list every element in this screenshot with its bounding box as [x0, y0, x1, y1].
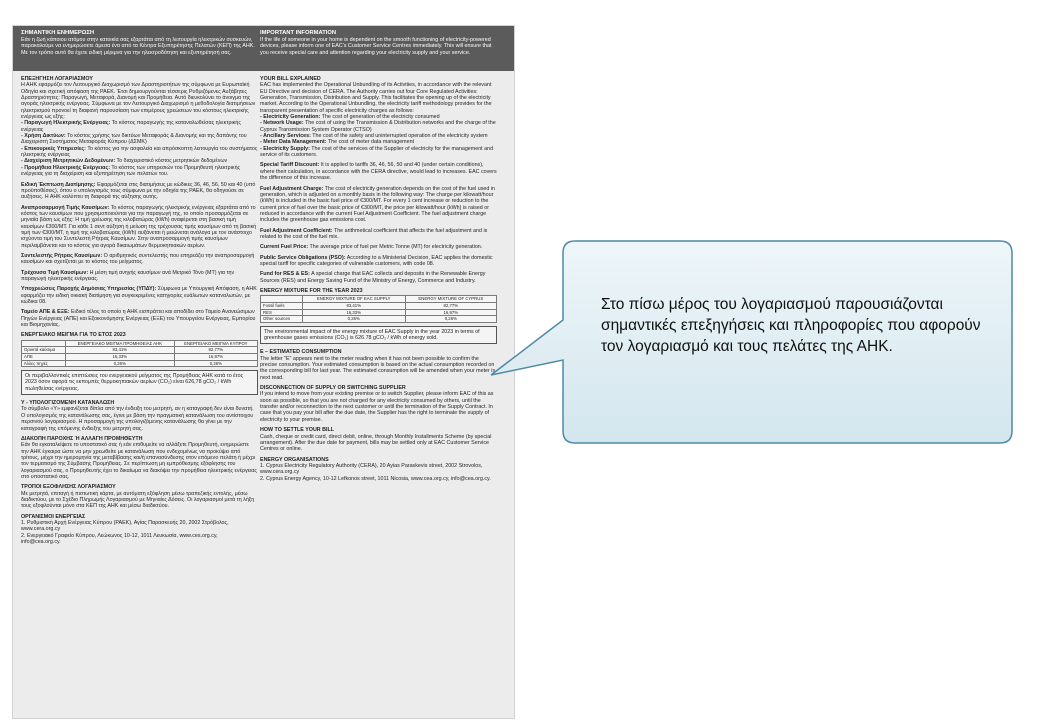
organisation-line: 2. Cyprus Energy Agency, 10-12 Lefkonos street, 1011 Nicosia, www.cea.org.cy, info@cea.org.cy.: [260, 475, 491, 482]
table-header: ΕΝΕΡΓΕΙΑΚΟ ΜΕΙΓΜΑ ΠΡΟΜΗΘΕΙΑΣ ΑΗΚ: [65, 340, 174, 347]
charge-item: - Επικουρικές Υπηρεσίες: Το κόστος για την ασφαλεία και απρόσκοπτη λειτουργία του συστήματος ηλεκτρικής ενέργειας: [21, 145, 258, 159]
estimated-consumption-gr: Υ - ΥΠΟΛΟΓΙΖΟΜΕΝΗ ΚΑΤΑΝΑΛΩΣΗ Το σύμβολο «Υ» εμφανίζεται δίπλα από την ένδειξη του μετρητή, αν η καταγραφή δεν είναι δυνατή. Ο υπολογισμός της κατανάλωσης σας, έγινε με βάση την πραγματική κατανάλωση του αντίστοιχου περσινού λογαριασμού. Η προσαρμογή της υπολογιζόμενης κατανάλωσης θα γίνει με την καταγραφή της επόμενης ένδειξης του μετρητή σας.: [21, 400, 254, 432]
table-row: Ορυκτά καύσιμα 83,41% 82,77%: [22, 347, 258, 354]
disconnection-en: DISCONNECTION OF SUPPLY OR SWITCHING SUPPLIER If you intend to move from your existing premise or to switch Supplier, please inform EAC of this as soon as possible, so that you are not charged for any electricity consumed by others, until the transfer and/or reconnection to the next customer or until the termination of the Supply Contract. In case that you pay your bill after the due date, the Supplier has the right to terminate the supply of electricity to your premise.: [260, 385, 494, 423]
callout-text: Στο πίσω μέρος του λογαριασμού παρουσιάζονται σημαντικές επεξηγήσεις και πληροφορίες που αφορούν τον λογαριασμό και τους πελάτες της ΑΗΚ.: [601, 296, 981, 355]
charge-item: - Χρήση Δικτύων: Το κόστος χρήσης των δικτύων Μεταφοράς & Διανομής και της δαπάνης του Διαχειριστή Συστήματος Μεταφοράς Κύπρου (ΔΣΜΚ): [21, 133, 247, 146]
estimated-consumption-en: E – ESTIMATED CONSUMPTION The letter "E" appears next to the meter reading when it has not been possible to confirm the precise consumption. Your estimated consumption is based on the actual consumption recorded on the corresponding bill for last year. The estimated consumption will be amended when your meter is next read.: [260, 349, 496, 381]
settle-bill-en: HOW TO SETTLE YOUR BILL Cash, cheque or credit card, direct debit, online, through Monthly Installments Scheme (by special arrangement). After the due date for payment, bills may be settled only at EAC Customer Service Centres or online.: [260, 427, 492, 453]
section-title: YOUR BILL EXPLAINED: [260, 76, 321, 82]
charge-item: - Network Usage: The cost of using the Transmission & Distribution networks and the charge of the Cyprus Transmission System Operator (CTSO): [260, 120, 496, 133]
energy-organisations-en: ENERGY ORGANISATIONS 1. Cyprus Electricity Regulatory Authority (CERA), 20 Ayias Paraskevis street, 2002 Strovolos, www.cera.org.cy 2. Cyprus Energy Agency, 10-12 Lefkonos street, 1011 Nicosia, www.cea.org.cy, info@cea.org.cy.: [260, 457, 497, 482]
organisation-line: 2. Ενεργειακό Γραφείο Κύπρου, Λεώκωνος 10-12, 1011 Λευκωσία, www.ces.org.cy, info@cea.org.cy.: [21, 532, 218, 545]
fuel-adjustment-en: Fuel Adjustment Charge: The cost of electricity generation depends on the cost of the fuel used in generation, which is adjusted on a monthly basis in the following way: The charge per kilowatt/hour (kWh) is included in the basic fuel price of €300/MT. For every 1 cent increase or reduction to the current price of fuel over the basic price of €300/MT, the price per kilowatt/hour (kWh) is raised or reduced in accordance with the current Fuel Adjustment Coefficient. The fuel adjustment charge includes the greenhouse gas emissions cost.: [260, 185, 495, 224]
fuel-adjustment-gr: Αναπροσαρμογή Τιμής Καυσίμων: Το κόστος παραγωγής ηλεκτρικής ενέργειας εξαρτάται από το κόστος των καυσίμων που χρησιμοποιούνται για την παραγωγή της, το οποίο προσαρμόζεται σε μηνιαία βάση ως εξής: Η τιμή χρέωσης της κιλοβατώρας (kWh) αναφέρεται στη βασική τιμή καυσίμων €300/ΜΤ. Για κάθε 1 σεντ αύξηση ή μείωση της τρέχουσας τιμής καυσίμων από τη βασική τιμή των €300/ΜΤ, η τιμή της κιλοβατώρας (kWh) αυξάνεται ή μειώνεται ανάλογα με τον ανάστοιχο ισχύοντα τιμή του Συντελεστή Ρήτρας Καυσίμων. Στην αναπροσαρμογή τιμής καυσίμων περιλαμβάνεται και το κόστος για αγορά δικαιωμάτων θερμοκηπιακών αερίων.: [21, 204, 257, 249]
energy-mix-title: ΕΝΕΡΓΕΙΑΚΟ ΜΕΙΓΜΑ ΓΙΑ ΤΟ ΕΤΟΣ 2023: [21, 332, 126, 339]
charge-item: - Προμήθεια Ηλεκτρικής Ενέργειας: Το κόστος των υπηρεσιών του Προμηθευτή ηλεκτρικής ενέργειας για τη διαχείριση και εξυπηρέτηση των πελατών του.: [21, 164, 241, 178]
fuel-price-en: Current Fuel Price: The average price of fuel per Metric Tonne (MT) for electricity generation.: [260, 244, 483, 251]
important-info-gr-title: ΣΗΜΑΝΤΙΚΗ ΕΝΗΜΕΡΩΣΗ: [21, 30, 95, 36]
environmental-impact-box: The environmental impact of the energy mixture of EAC Supply in the year 2023 in terms of greenhouse gases emissions (CO₂) is 626.78 gCO₂ / kWh of energy sold.: [260, 326, 497, 345]
fund-en: Fund for RES & ES: A special charge that EAC collects and deposits in the Renewable Energy Sources (RES) and Energy Saving Fund of the Ministry of Energy, Commerce and Industry.: [260, 271, 486, 284]
special-discount-en: Special Tariff Discount: It is applied to tariffs 36, 46, 56, 50 and 40 (under certain conditions), where their calculation, in accordance with the CERA directive, would lead to increases. EAC covers the difference of this increase.: [260, 162, 497, 182]
section-text: EAC has implemented the Operational Unbundling of its Activities, in accordance with the relevant EU Directive and decision of CERA. The Authority carries out four Core Regulated Activities: Generation, Transmission, Distribution and Supply. This facilitates the opening up of the electricity market. According to the Operational Unbundling, the electricity tariff methodology provides for the transparent presentation of specific electricity charges as follows:: [260, 82, 492, 114]
important-info-en-title: IMPORTANT INFORMATION: [260, 30, 337, 36]
table-row: Άλλες πηγές 0,26% 0,26%: [22, 360, 258, 367]
important-info-gr-text: Εάν η ζωή κάποιου ατόμου στην κατοικία σας εξαρτάται από τη λειτουργία ηλεκτρικών συσκευών, παρακαλούμε να ενημερώσετε άμεσα ένα από τα Κέντρα Εξυπηρέτησης Πελατών (ΚΕΠ) της ΑΗΚ. Με τον τρόπο αυτό θα έχετε ειδική μέριμνα για την ηλεκτροδότηση και εξυπηρέτησή σας.: [21, 37, 255, 56]
fuel-coefficient-en: Fuel Adjustment Coefficient: The arithmetical coefficient that affects the fuel adjustment and is related to the cost of the fuel mix.: [260, 227, 488, 240]
organisation-line: 1. Ρυθμιστική Αρχή Ενέργειας Κύπρου (ΡΑΕΚ), Αγίας Παρασκευής 20, 2002 Στρόβολος, www.cera.org.cy: [21, 519, 229, 533]
table-header: ΕΝΕΡΓΕΙΑΚΟ ΜΕΙΓΜΑ ΚΥΠΡΟΥ: [174, 340, 257, 347]
fuel-coefficient-gr: Συντελεστής Ρήτρας Καυσίμων: Ο αριθμητικός συντελεστής που επηρεάζει την αναπροσαρμογή καυσίμων και σχετίζεται με το κόστος του μείγματος.: [21, 252, 255, 266]
disconnection-gr: ΔΙΑΚΟΠΗ ΠΑΡΟΧΗΣ Ή ΑΛΛΑΓΗ ΠΡΟΜΗΘΕΥΤΗ Εάν θα εγκαταλείψετε το υποστατικό σας ή εάν επιθυμείτε να αλλάξετε Προμηθευτή, ενημερώστε την ΑΗΚ έγκαιρα ώστε να μην χρεωθείτε με κατανάλωση που ενδεχομένως να προκύψει από τρίτους, μέχρι την ημερομηνία της μεταβίβασης και/ή επανασύνδεσης στον επόμενο πελάτη ή μέχρι τον τερματισμό της Σύμβασης Προμήθειας. Σε περίπτωση μη εμπρόθεσμης εξόφλησης του λογαριασμού σας, ο Προμηθευτής έχει το δικαίωμα να διακόψει την προμήθεια ηλεκτρικής ενέργειας στο υποστατικό σας.: [21, 435, 257, 480]
charge-item: - Meter Data Management: The cost of meter data management: [260, 139, 415, 146]
fuel-price-gr: Τρέχουσα Τιμή Καυσίμων: Η μέση τιμή ανηγής καυσίμων ανά Μετρικό Τόνο (ΜΤ) για την παραγωγή ηλεκτρικής ενέργειας.: [21, 269, 235, 282]
special-discount-gr: Ειδική Έκπτωση Διατίμησης: Εφαρμόζεται στις διατιμήσεις με κώδικες 36, 46, 56, 50 και 40 (υπό προϋποθέσεις), όπου ο υπολογισμός τους σύμφωνα με την οδηγία της ΡΑΕΚ, θα οδηγούσε σε αυξήσεις. Η ΑΗΚ καλύπτει τη διαφορά της αύξησης αυτής.: [21, 181, 256, 201]
organisation-line: 1. Cyprus Electricity Regulatory Authority (CERA), 20 Ayias Paraskevis street, 2002 Strovolos, www.cera.org.cy: [260, 462, 483, 476]
table-row: ΑΠΕ 16,33% 16,97%: [22, 353, 258, 360]
table-header: ENERGY MIXTURE OF CYPRUS: [405, 296, 496, 303]
table-row: Other sources 0,26% 0,26%: [261, 316, 497, 323]
charge-item: - Διαχείριση Μετρητικών Δεδομένων: Το διαχειριστικό κόστος μετρητικών δεδομένων: [21, 158, 228, 165]
charge-item: - Electricity Supply: The cost of the services of the Supplier of electricity for the management and service of its customers.: [260, 145, 494, 159]
settle-bill-gr: ΤΡΟΠΟΙ ΕΞΟΦΛΗΣΗΣ ΛΟΓΑΡΙΑΣΜΟΥ Με μετρητά, επιταγή ή πιστωτική κάρτα, με αυτόματη εξόφληση μέσω τραπεζικής εντολής, μέσω διαδικτύου, με το Σχέδιο Πληρωμής Λογαριασμού με Μηνιαίες Δόσεις. Οι λογαριασμοί μετά τη λήξη τους εξοφλούνται μόνο στα ΚΕΠ της ΑΗΚ και μέσω διαδικτύου.: [21, 484, 255, 510]
environmental-impact-box: Οι περιβαλλοντικές επιπτώσεις του ενεργειακού μείγματος της Προμήθειας ΑΗΚ κατά το έτος 2023 όσον αφορά τις εκπομπές θερμοκηπιακών αερίων (CO₂) είναι 626,78 gCO₂ / kWh πωληθείσας ενέργειας.: [21, 370, 258, 395]
table-header: ENERGY MIXTURE OF EAC SUPPLY: [302, 296, 405, 303]
pso-en: Public Service Obligations (PSO): According to a Ministerial Decision, EAC applies the domestic special tariff for specific categories of vulnerable customers, with code 08.: [260, 254, 493, 267]
section-text: Η ΑΗΚ εφαρμόζει τον Λειτουργικό Διαχωρισμό των Δραστηριοτήτων της σύμφωνα με Ευρωπαϊκή Οδηγία και σχετική απόφαση της ΡΑΕΚ. Έτσι δημιουργούνται τέσσερις Ρυθμιζόμενες Αυξάβητες Δραστηριότητες: Παραγωγή, Μεταφορά, Διανομή και Προμήθεια. Αυτό διευκολύνει το άνοιγμα της αγοράς ηλεκτρικής ενέργειας. Σύμφωνα με τον Λειτουργικό Διαχωρισμό η μεθοδολογία διατιμήσεων ηλεκτρισμού προνοεί τη διαφανή παρουσίαση των επιμέρους χρεώσεων του κόστους ηλεκτρικής ενέργειας ως εξής:: [21, 82, 256, 121]
energy-mix-title: ENERGY MIXTURE FOR THE YEAR 2023: [260, 287, 363, 294]
important-info-en-text: If the life of someone in your home is dependent on the smooth functioning of electricity-powered devices, please inform one of EAC's Customer Service Centres immediately. This will ensure that you receive special care and attention regarding your electricity supply and your service.: [260, 37, 492, 56]
section-title: ΕΠΕΞΗΓΗΣΗ ΛΟΓΑΡΙΑΣΜΟΥ: [21, 76, 93, 82]
charge-item: - Electricity Generation: The cost of generation of the electricity consumed: [260, 114, 440, 121]
charge-item: - Ancillary Services: The cost of the safety and uninterrupted operation of the electricity system: [260, 133, 488, 140]
fund-gr: Ταμείο ΑΠΕ & ΕΞΕ: Ειδικό τέλος το οποίο η ΑΗΚ εισπράττει και αποδίδει στο Ταμείο Ανανεώσιμων Πηγών Ενέργειας (ΑΠΕ) και Εξοικονόμησης Ενέργειας (ΕΞΕ) του Υπουργείου Ενέργειας, Εμπορίου και Βιομηχανίας.: [21, 309, 256, 329]
pso-gr: Υποχρεώσεις Παροχής Δημόσιας Υπηρεσίας (ΥΠΔΥ): Σύμφωνα με Υπουργική Απόφαση, η ΑΗΚ εφαρμόζει την ειδική οικιακή διατίμηση για συγκεκριμένες κατηγορίες ευάλωτων καταναλωτών, με κώδικα 08.: [21, 286, 257, 305]
table-row: Fossil fuels 83,41% 82,77%: [261, 302, 497, 309]
charge-item: - Παραγωγή Ηλεκτρικής Ενέργειας: Το κόστος παραγωγής της καταναλωθείσας ηλεκτρικής ενέργειας: [21, 120, 241, 133]
table-row: RES 16,33% 16,97%: [261, 309, 497, 316]
energy-organisations-gr: ΟΡΓΑΝΙΣΜΟΙ ΕΝΕΡΓΕΙΑΣ 1. Ρυθμιστική Αρχή Ενέργειας Κύπρου (ΡΑΕΚ), Αγίας Παρασκευής 20, 2002 Στρόβολος, www.cera.org.cy 2. Ενεργειακό Γραφείο Κύπρου, Λεώκωνος 10-12, 1011 Λευκωσία, www.ces.org.cy, info@cea.org.cy.: [21, 514, 258, 546]
